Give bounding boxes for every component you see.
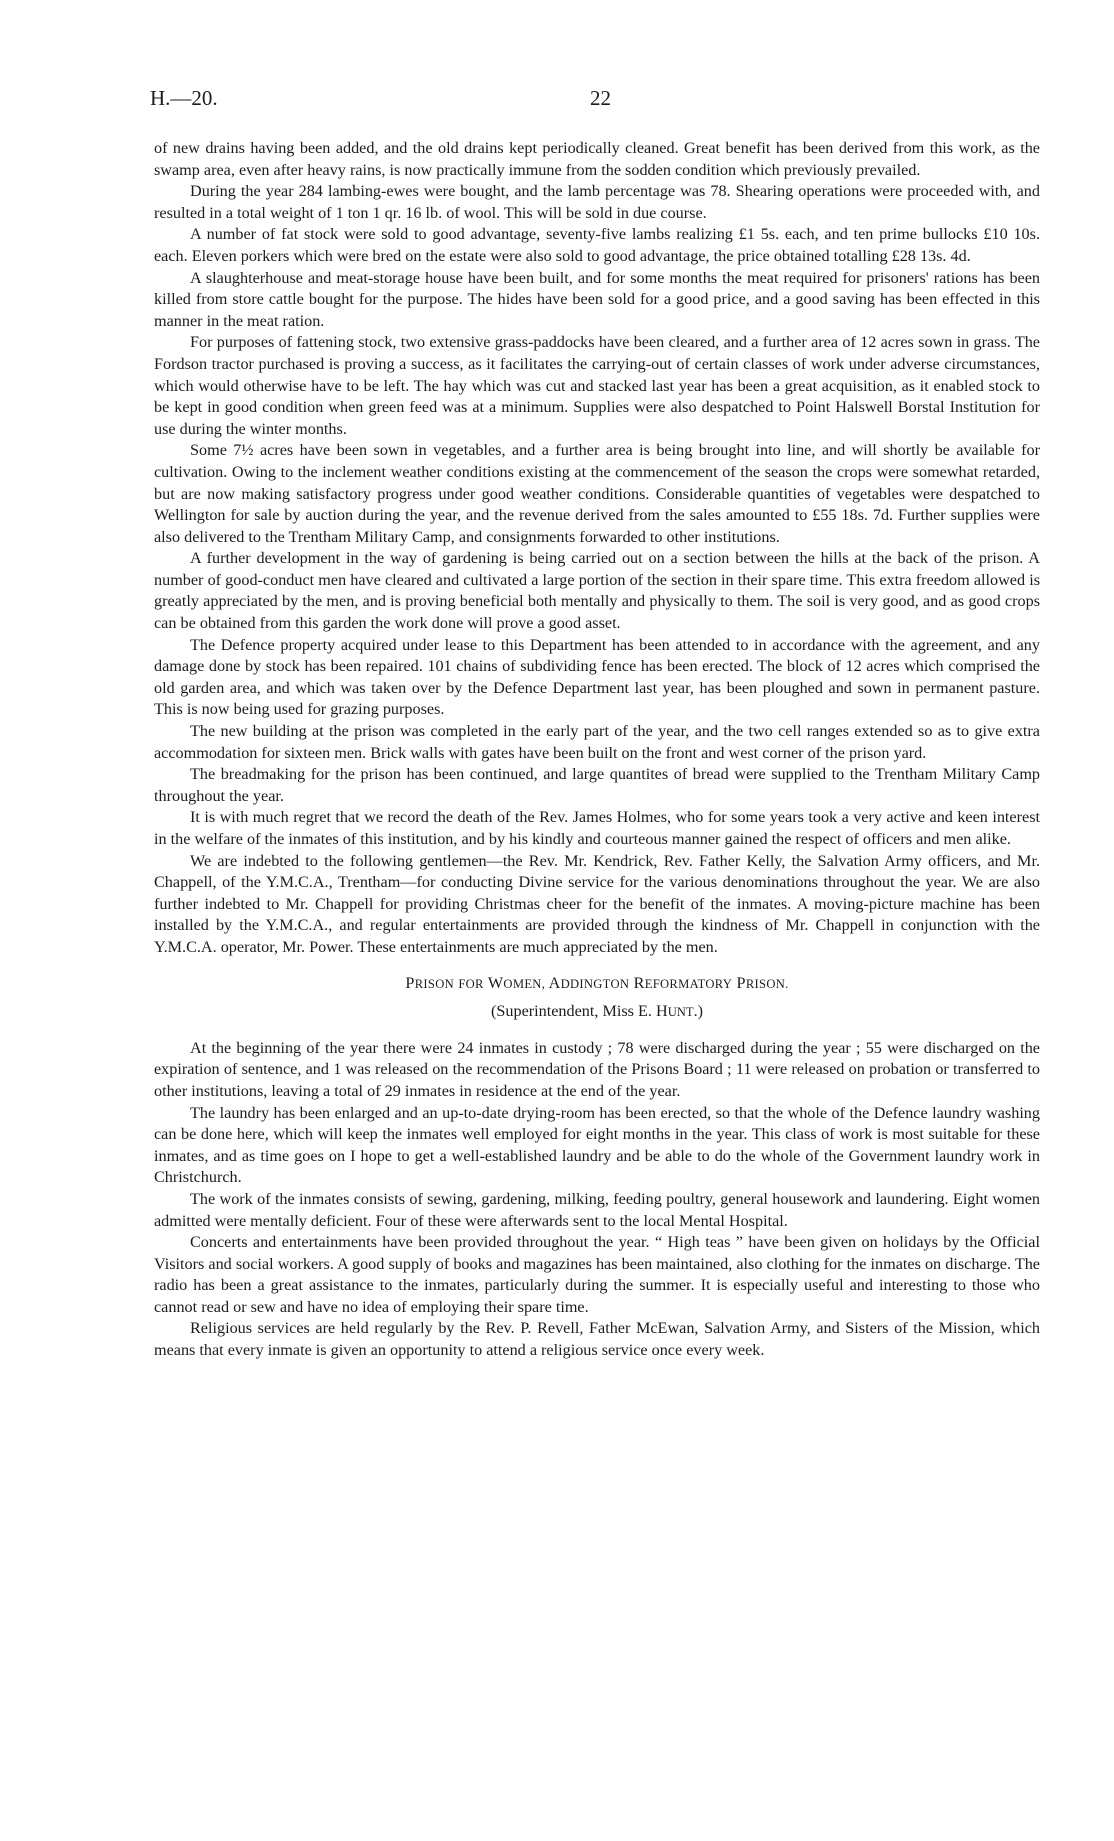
- paragraph: Some 7½ acres have been sown in vegetables, and a further area is being brought into line, and will shortly be available for cultivation. Owing to the inclement weather conditions existing at the commencement of the season the crops were somewhat retarded, but are now making satisfactory progress under good weather conditions. Considerable quantities of vegetables were despatched to Wellington for sale by auction during the year, and the revenue derived from the sales amounted to £55 18s. 7d. Further supplies were also delivered to the Trentham Military Camp, and consignments forwarded to other institutions.: [154, 441, 1040, 546]
- paragraph: Religious services are held regularly by the Rev. P. Revell, Father McEwan, Salvation Army, and Sisters of the Mission, which means that every inmate is given an opportunity to attend a religious service once every week.: [154, 1319, 1040, 1360]
- paragraph: The laundry has been enlarged and an up-to-date drying-room has been erected, so that the whole of the Defence laundry washing can be done here, which will keep the inmates well employed for eight months in the year. This class of work is most suitable for these inmates, and as time goes on I hope to get a well-established laundry and be able to do the whole of the Government laundry work in Christchurch.: [154, 1103, 1040, 1187]
- paragraph: A number of fat stock were sold to good advantage, seventy-five lambs realizing £1 5s. each, and ten prime bullocks £10 10s. each. Eleven porkers which were bred on the estate were also sold to good advantage, the price obtained totalling £28 13s. 4d.: [154, 225, 1040, 265]
- paragraph: The Defence property acquired under lease to this Department has been attended to in accordance with the agreement, and any damage done by stock has been repaired. 101 chains of subdividing fence has been erected. The block of 12 acres which comprised the old garden area, and which was taken over by the Defence Department last year, has been ploughed and sown in permanent pasture. This is now being used for grazing purposes.: [154, 635, 1040, 719]
- paragraph: For purposes of fattening stock, two extensive grass-paddocks have been cleared, and a further area of 12 acres sown in grass. The Fordson tractor purchased is proving a success, as it facilitates the carrying-out of certain classes of work under adverse circumstances, which would otherwise have to be left. The hay which was cut and stacked last year has been a great acquisition, as it enabled stock to be kept in good condition when green feed was at a minimum. Supplies were also despatched to Point Halswell Borstal Institution for use during the winter months.: [154, 333, 1040, 438]
- paragraph: A slaughterhouse and meat-storage house have been built, and for some months the meat required for prisoners' rations has been killed from store cattle bought for the purpose. The hides have been sold for a good price, and a good saving has been effected in this manner in the meat ration.: [154, 268, 1040, 330]
- paragraph: A further development in the way of gardening is being carried out on a section between the hills at the back of the prison. A number of good-conduct men have cleared and cultivated a large portion of the section in their spare time. This extra freedom allowed is greatly appreciated by the men, and is proving beneficial both mentally and physically to them. The soil is very good, and as good crops can be obtained from this garden the work done will prove a good asset.: [154, 549, 1040, 633]
- paragraph: Concerts and entertainments have been provided throughout the year. “ High teas ” have been given on holidays by the Official Visitors and social workers. A good supply of books and magazines has been maintained, also clothing for the inmates on discharge. The radio has been a great assistance to the inmates, particularly during the summer. It is especially useful and interesting to those who cannot read or sew and have no idea of employing their spare time.: [154, 1233, 1040, 1316]
- paragraph: of new drains having been added, and the old drains kept periodically cleaned. Great benefit has been derived from this work, as the swamp area, even after heavy rains, is now practically immune from the sodden condition which previously prevailed.: [154, 139, 1040, 179]
- paragraph: It is with much regret that we record the death of the Rev. James Holmes, who for some years took a very active and keen interest in the welfare of the inmates of this institution, and by his kindly and courteous manner gained the respect of officers and men alike.: [154, 808, 1040, 848]
- section-subheading: (Superintendent, Miss E. HUNT.): [490, 1002, 704, 1021]
- paragraph: We are indebted to the following gentlemen—the Rev. Mr. Kendrick, Rev. Father Kelly, the Salvation Army officers, and Mr. Chappell, of the Y.M.C.A., Trentham—for conducting Divine service for the various denominations throughout the year. We are also further indebted to Mr. Chappell for providing Christmas cheer for the benefit of the inmates. A moving-picture machine has been installed by the Y.M.C.A., and regular entertainments are provided through the kindness of Mr. Chappell in conjunction with the Y.M.C.A. operator, Mr. Power. These entertainments are much appreciated by the men.: [154, 851, 1040, 956]
- paragraph: During the year 284 lambing-ewes were bought, and the lamb percentage was 78. Shearing operations were proceeded with, and resulted in a total weight of 1 ton 1 qr. 16 lb. of wool. This will be sold in due course.: [154, 182, 1040, 222]
- paragraph: The work of the inmates consists of sewing, gardening, milking, feeding poultry, general housework and laundering. Eight women admitted were mentally deficient. Four of these were afterwards sent to the local Mental Hospital.: [154, 1189, 1040, 1230]
- page-number: 22: [590, 86, 611, 110]
- document-body: [154, 138, 1040, 1362]
- paragraph: The breadmaking for the prison has been continued, and large quantites of bread were supplied to the Trentham Military Camp throughout the year.: [154, 765, 1040, 805]
- section-heading: PRISON FOR WOMEN, ADDINGTON REFORMATORY PRISON.: [405, 973, 789, 992]
- page-header: [150, 86, 1040, 116]
- paragraph: At the beginning of the year there were 24 inmates in custody ; 78 were discharged during the year ; 55 were discharged on the expiration of sentence, and 1 was released on the recommendation of the Prisons Board ; 11 were released on probation or transferred to other institutions, leaving a total of 29 inmates in residence at the end of the year.: [154, 1038, 1040, 1100]
- document-reference: H.—20.: [150, 86, 218, 110]
- paragraph: The new building at the prison was completed in the early part of the year, and the two cell ranges extended so as to give extra accommodation for sixteen men. Brick walls with gates have been built on the front and west corner of the prison yard.: [154, 722, 1040, 762]
